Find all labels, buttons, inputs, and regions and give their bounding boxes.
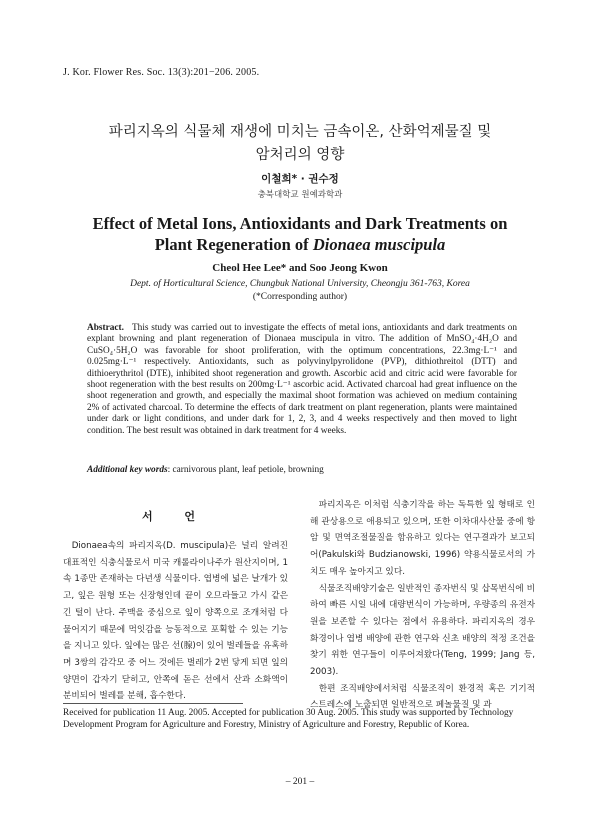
korean-title [60, 121, 540, 167]
english-title-text: Plant Regeneration of [154, 235, 313, 254]
english-title-line [50, 234, 550, 255]
keywords-label: Additional key words [87, 465, 168, 475]
english-title [50, 213, 550, 255]
english-authors: Cheol Hee Lee* and Soo Jeong Kwon [212, 262, 388, 274]
english-title-line: Effect of Metal Ions, Antioxidants and Dark Treatments on [92, 214, 508, 233]
left-column [63, 538, 288, 705]
korean-title-line: 파리지옥의 식물체 재생에 미치는 금속이온, 산화억제물질 및 [108, 124, 492, 140]
abstract-label: Abstract. [87, 323, 124, 333]
paragraph: 식물조직배양기술은 일반적인 종자번식 및 삽목번식에 비하여 빠른 시일 내에 대량번식이 가능하며, 우량종의 유전자원을 보존할 수 있다는 점에서 유용하다. 파리지옥의 경우 화경이나 엽병 배양에 관한 연구와 신초 배양의 적정 조건을 찾기 위한 연구들이 이루어져왔다(Teng, 1999; Jang 등, 2003). [310, 583, 535, 678]
page-number: – 201 – [285, 777, 315, 787]
keywords [87, 465, 517, 475]
keywords-text: : carnivorous plant, leaf petiole, browning [167, 465, 324, 475]
right-column [310, 497, 535, 714]
english-affiliation [0, 278, 600, 304]
korean-title-line: 암처리의 영향 [255, 147, 345, 163]
affiliation-line: Dept. of Horticultural Science, Chungbuk National University, Cheongju 361-763, Korea [130, 279, 470, 289]
paragraph: Dionaea속의 파리지옥(D. muscipula)은 널리 알려진 대표적인 식충식물로서 미국 캐롤라이나주가 원산지이며, 1속 1종만 존재하는 다년생 식물이다. 엽병에 넓은 날개가 있고, 잎은 원형 또는 신장형인데 끝이 오므라들고 가시 같은 긴 털이 난다. 주맥을 중심으로 잎이 양쪽으로 조개처럼 다물어지기 때문에 먹잇감을 능동적으로 포획할 수 있는 기능을 지니고 있다. 잎에는 많은 선(腺)이 있어 벌레들을 유혹하며 3쌍의 감각모 중 어느 것에든 벌레가 2번 닿게 되면 잎의 양면이 갑자기 닫히고, 안쪽에 돋은 선에서 산과 소화액이 분비되어 벌레를 분해, 흡수한다. [63, 541, 288, 702]
abstract [87, 323, 517, 437]
korean-affiliation: 충북대학교 원예과학과 [257, 190, 343, 200]
footnote: Received for publication 11 Aug. 2005. Accepted for publication 30 Aug. 2005. This study was supported by Technology Development Program for Agriculture and Forestry, Ministry of Agriculture and Forestry, Republic of Korea. [63, 708, 514, 730]
paragraph: 한편 조직배양에서처럼 식물조직이 환경적 혹은 기기적 스트레스에 노출되면 일반적으로 페놀물질 및 과 [310, 683, 535, 711]
footnote-divider [63, 703, 243, 704]
journal-reference: J. Kor. Flower Res. Soc. 13(3):201−206. 2005. [63, 67, 260, 78]
corresponding-author-note: (*Corresponding author) [252, 292, 348, 302]
korean-authors: 이철희* · 권수정 [261, 173, 339, 185]
section-heading-introduction: 서 언 [141, 510, 210, 523]
paragraph: 파리지옥은 이처럼 식충기작을 하는 독특한 잎 형태로 인해 관상용으로 애용되고 있으며, 또한 이차대사산물 중에 항암 및 면역조절물질을 함유하고 있다는 연구결과가 보고되어(Pakulski와 Budzianowski, 1996) 약용식물로서의 가치도 매우 높아지고 있다. [310, 500, 535, 577]
abstract-text: This study was carried out to investigate the effects of metal ions, antioxidants and dark treatments on explant browning and plant regeneration of Dionaea muscipula in vitro. The addition of MnSO₄·4H₂O and CuSO₄·5H₂O was favorable for shoot proliferation, with the optimum concentrations, 22.3mg·L⁻¹ and 0.025mg·L⁻¹ respectively. Antioxidants, such as polyvinylpyrolidone (PVP), dithiothreitol (DTT) and dithioerythritol (DTE), inhibited shoot regeneration and growth. Ascorbic acid and citric acid were favorable for shoot regeneration with the best results on 200mg·L⁻¹ ascorbic acid. Activated charcoal had great influence on the shoot regeneration and growth, and especially the maximal shoot formation was achieved on medium containing 2% of activated charcoal. To determine the effects of dark treatment on plant regeneration, plants were maintained under dark or light conditions, and under dark for 1, 2, 3, and 4 weeks respectively and then moved to light condition. The best result was obtained in dark treatment for 4 weeks. [87, 323, 517, 436]
species-name: Dionaea muscipula [312, 235, 446, 254]
